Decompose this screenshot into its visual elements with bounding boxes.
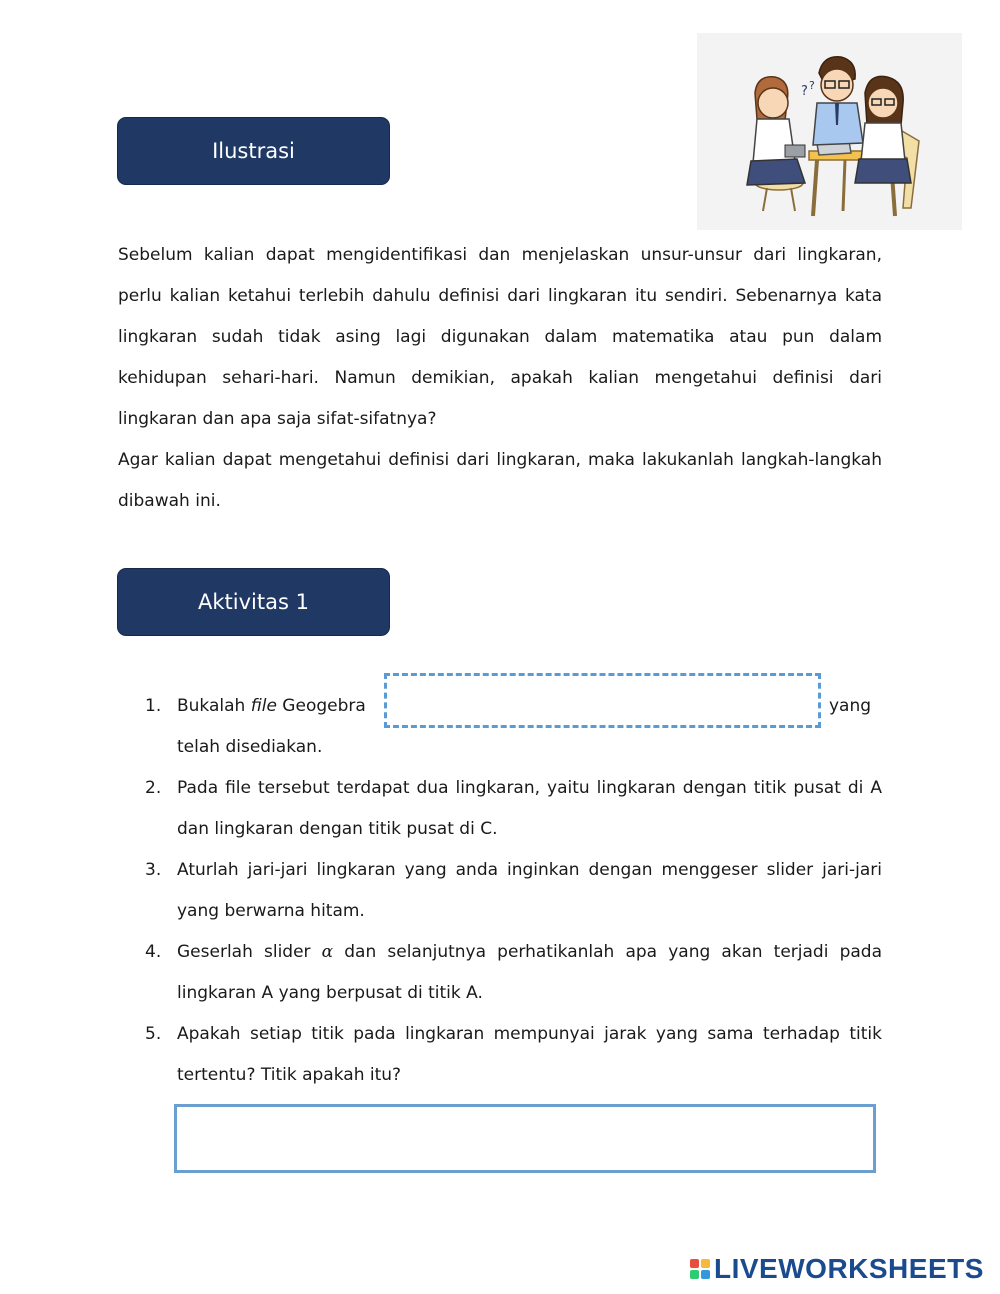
step-2 xyxy=(145,768,882,850)
step-1-post: yang xyxy=(829,696,872,716)
step-number: 3. xyxy=(145,860,162,880)
liveworksheets-logo xyxy=(690,1254,984,1284)
step-text: Pada file tersebut terdapat dua lingkaran, yaitu lingkaran dengan titik pusat di A dan lingkaran dengan titik pusat di C. xyxy=(177,778,882,839)
step-4-pre: Geserlah slider xyxy=(177,942,322,962)
step-3 xyxy=(145,850,882,932)
step-4-post: dan selanjutnya perhatikanlah apa yang akan terjadi pada lingkaran A yang berpusat di titik A. xyxy=(177,942,882,1003)
geogebra-link-box[interactable] xyxy=(384,673,821,728)
step-text xyxy=(177,932,882,1014)
logo-cubes-icon xyxy=(690,1259,710,1279)
students-illustration-image xyxy=(697,33,962,230)
aktivitas-header xyxy=(117,568,390,636)
step-1-mid: Geogebra xyxy=(276,696,366,716)
svg-text:?: ? xyxy=(809,79,815,92)
step-text: Apakah setiap titik pada lingkaran mempunyai jarak yang sama terhadap titik tertentu? Titik apakah itu? xyxy=(177,1024,882,1085)
alpha-symbol: α xyxy=(321,942,334,962)
ilustrasi-header xyxy=(117,117,390,185)
step-number: 2. xyxy=(145,778,162,798)
aktivitas-title: Aktivitas 1 xyxy=(198,590,309,614)
step-1-italic: file xyxy=(250,696,277,716)
step-4 xyxy=(145,932,882,1014)
answer-input[interactable] xyxy=(174,1104,876,1173)
step-number: 5. xyxy=(145,1024,162,1044)
step-text: Aturlah jari-jari lingkaran yang anda inginkan dengan menggeser slider jari-jari yang berwarna hitam. xyxy=(177,860,882,921)
step-1-cont: telah disediakan. xyxy=(177,737,323,757)
svg-text:?: ? xyxy=(801,84,808,99)
step-number: 1. xyxy=(145,696,162,716)
step-5 xyxy=(145,1014,882,1096)
intro-paragraph-2: Agar kalian dapat mengetahui definisi dari lingkaran, maka lakukanlah langkah-langkah dibawah ini. xyxy=(118,450,882,511)
intro-paragraph-1: Sebelum kalian dapat mengidentifikasi dan menjelaskan unsur-unsur dari lingkaran, perlu kalian ketahui terlebih dahulu definisi dari lingkaran itu sendiri. Sebenarnya kata lingkaran sudah tidak asing lagi digunakan dalam matematika atau pun dalam kehidupan sehari-hari. Namun demikian, apakah kalian mengetahui definisi dari lingkaran dan apa saja sifat-sifatnya? xyxy=(118,245,882,429)
step-number: 4. xyxy=(145,942,162,962)
step-1-pre: Bukalah xyxy=(177,696,251,716)
logo-text: LIVEWORKSHEETS xyxy=(714,1253,984,1284)
ilustrasi-title: Ilustrasi xyxy=(212,139,295,163)
students-illustration xyxy=(697,33,962,230)
